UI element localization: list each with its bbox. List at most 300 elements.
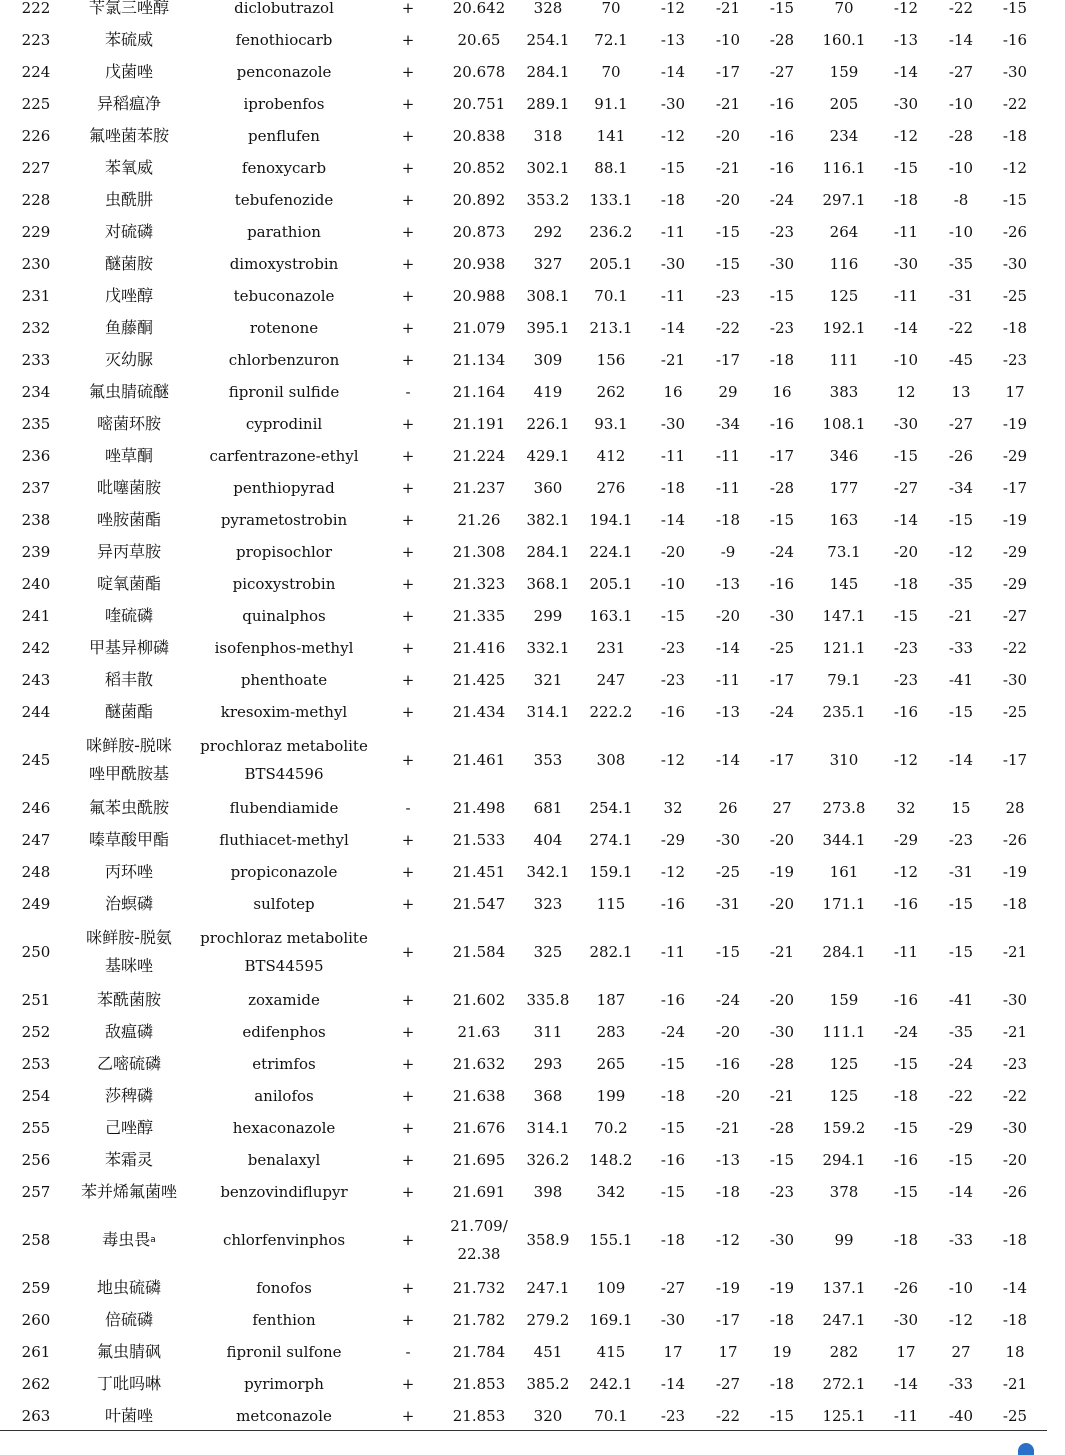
cell-rt [439,24,519,56]
cell-text: + [401,1119,415,1137]
cell-text: -13 [893,31,919,49]
cell-text: 223 [21,31,51,49]
cell-text: 289.1 [526,95,570,113]
cell-v3 [936,1016,986,1048]
cell-prec [518,568,578,600]
cell-en [199,856,369,888]
cell-q2 [814,1400,874,1432]
cell-v3 [936,88,986,120]
cell-text: -23 [660,671,686,689]
cell-q2 [814,1016,874,1048]
cell-text: -17 [715,63,741,81]
cell-no [6,280,66,312]
cell-text: + [401,319,415,337]
cell-text: -16 [769,95,795,113]
cell-text: -25 [769,639,795,657]
cell-cn [59,1368,199,1400]
cell-q2 [814,824,874,856]
cell-q1 [581,984,641,1016]
cell-text: -15 [893,607,919,625]
cell-cn [59,664,199,696]
cell-text: -26 [1002,831,1028,849]
cell-text: -30 [715,831,741,849]
cell-text: 111.1 [822,1023,866,1041]
cell-text: -34 [715,415,741,433]
cell-text: -19 [769,863,795,881]
cell-text: 243 [21,671,51,689]
cell-text: 236.2 [589,223,633,241]
cell-q1 [581,56,641,88]
cell-rt [439,440,519,472]
cell-v4 [990,88,1040,120]
cell-text: -16 [893,703,919,721]
cell-text: -17 [1002,479,1028,497]
cell-text: pyrametostrobin [220,511,348,529]
cell-text: + [401,639,415,657]
cell-text: 321 [533,671,563,689]
cell-text: -33 [948,1231,974,1249]
cell-text: + [401,895,415,913]
cell-rt [439,824,519,856]
cell-prec [518,0,578,24]
cell-text: -14 [1002,1279,1028,1297]
cell-text: -18 [660,191,686,209]
table-bottom-rule [0,1430,1047,1431]
cell-text: -20 [715,607,741,625]
cell-no [6,376,66,408]
cell-text: -41 [948,671,974,689]
cell-ce2 [881,24,931,56]
cell-text: 16 [663,383,683,401]
table-row [0,216,1065,248]
cell-text: -25 [1002,703,1028,721]
cell-text: 294.1 [822,1151,866,1169]
cell-mode [388,440,428,472]
cell-v1 [703,376,753,408]
cell-no [6,1368,66,1400]
cell-v2 [757,1048,807,1080]
cell-text: 20.65 [457,31,501,49]
cell-v1 [703,56,753,88]
cell-text: -29 [1002,447,1028,465]
cell-v3 [936,728,986,792]
cell-text: + [401,159,415,177]
cell-text: 234 [21,383,51,401]
cell-v4 [990,216,1040,248]
cell-text: 383 [829,383,859,401]
cell-no [6,1048,66,1080]
cell-text: -17 [769,671,795,689]
cell-text: -30 [769,607,795,625]
cell-text: 21.461 [452,751,506,769]
cell-v4 [990,1176,1040,1208]
cell-ce2 [881,1048,931,1080]
cell-prec [518,792,578,824]
cell-v4 [990,536,1040,568]
cell-text: -29 [1002,543,1028,561]
cell-prec [518,1304,578,1336]
cell-mode [388,344,428,376]
cell-text: -15 [769,511,795,529]
cell-mode [388,184,428,216]
cell-mode [388,1368,428,1400]
cell-prec [518,1048,578,1080]
cell-text: 237 [21,479,51,497]
cell-text: 171.1 [822,895,866,913]
cell-text: -25 [1002,1407,1028,1425]
cell-ce2 [881,696,931,728]
cell-no [6,1176,66,1208]
cell-q2 [814,376,874,408]
cell-text: 20.938 [452,255,506,273]
cell-text: + [401,1407,415,1425]
cell-v1 [703,408,753,440]
cell-no [6,120,66,152]
cell-v3 [936,792,986,824]
cell-mode [388,824,428,856]
cell-text: 160.1 [822,31,866,49]
cell-text: 21.26 [457,511,501,529]
cell-text: 194.1 [589,511,633,529]
cell-v3 [936,1112,986,1144]
cell-no [6,1272,66,1304]
cell-text: -10 [948,223,974,241]
cell-mode [388,472,428,504]
cell-v2 [757,696,807,728]
cell-text: -30 [1002,63,1028,81]
cell-ce1 [648,280,698,312]
cell-text: -14 [893,1375,919,1393]
cell-mode [388,1176,428,1208]
cell-text: tebufenozide [234,191,334,209]
cell-q1 [581,1016,641,1048]
cell-text: -20 [1002,1151,1028,1169]
cell-v2 [757,408,807,440]
cell-mode [388,696,428,728]
cell-text: 70 [834,0,854,17]
cell-v2 [757,568,807,600]
cell-text: -22 [715,319,741,337]
cell-text: 毒虫畏 [102,1230,151,1249]
cell-text: -16 [769,127,795,145]
cell-text: 145 [829,575,859,593]
cell-text: 156 [596,351,626,369]
cell-text: 325 [533,943,563,961]
cell-text: penthiopyrad [233,479,335,497]
cell-v2 [757,504,807,536]
cell-no [6,0,66,24]
cell-prec [518,376,578,408]
cell-text: -14 [893,511,919,529]
table-row [0,984,1065,1016]
cell-text: 159.1 [589,863,633,881]
cell-q2 [814,0,874,24]
cell-q1 [581,1112,641,1144]
cell-v3 [936,184,986,216]
cell-text: -27 [948,63,974,81]
cell-prec [518,1176,578,1208]
cell-text: 368.1 [526,575,570,593]
cell-line-2: 唑甲酰胺基 [88,764,169,783]
cell-text: -30 [769,255,795,273]
cell-text: -15 [660,1183,686,1201]
cell-q1 [581,24,641,56]
cell-v2 [757,280,807,312]
cell-cn [59,408,199,440]
cell-text: 88.1 [594,159,628,177]
cell-cn [59,56,199,88]
cell-text: 21.237 [452,479,506,497]
cell-cn [59,600,199,632]
cell-text: -15 [769,287,795,305]
cell-text: + [401,191,415,209]
cell-ce1 [648,984,698,1016]
cell-text: -18 [893,191,919,209]
cell-prec [518,1016,578,1048]
table-row [0,920,1065,984]
cell-q2 [814,408,874,440]
cell-text: -21 [769,943,795,961]
cell-text: 309 [533,351,563,369]
cell-text: -15 [660,607,686,625]
cell-q1 [581,728,641,792]
cell-text: + [401,63,415,81]
cell-text: -12 [893,751,919,769]
cell-no [6,24,66,56]
cell-text: 229 [21,223,51,241]
cell-cn [59,984,199,1016]
cell-text: -12 [660,0,686,17]
cell-text: -21 [715,95,741,113]
cell-text: 喹硫磷 [104,606,153,625]
cell-text: 70 [601,63,621,81]
cell-v4 [990,1016,1040,1048]
cell-no [6,440,66,472]
cell-rt [439,1144,519,1176]
cell-prec [518,1080,578,1112]
cell-v1 [703,312,753,344]
cell-mode [388,1144,428,1176]
cell-mode [388,1304,428,1336]
cell-v4 [990,792,1040,824]
cell-text: 叶菌唑 [104,1406,153,1425]
cell-rt [439,88,519,120]
cell-q2 [814,632,874,664]
cell-text: 17 [896,1343,916,1361]
cell-text: 99 [834,1231,854,1249]
cell-text: 254.1 [589,799,633,817]
cell-text: zoxamide [248,991,320,1009]
cell-text: 20.751 [452,95,506,113]
cell-v4 [990,568,1040,600]
cell-en [199,664,369,696]
cell-v4 [990,0,1040,24]
cell-mode [388,1208,428,1272]
cell-text: 125 [829,1087,859,1105]
cell-v3 [936,920,986,984]
cell-text: 328 [533,0,563,17]
cell-v3 [936,536,986,568]
cell-text: -18 [715,511,741,529]
cell-ce1 [648,1144,698,1176]
cell-no [6,1304,66,1336]
cell-text: hexaconazole [232,1119,336,1137]
cell-text: -20 [769,991,795,1009]
cell-prec [518,1208,578,1272]
cell-text: -29 [660,831,686,849]
cell-text: 346 [829,447,859,465]
cell-text: cyprodinil [245,415,323,433]
cell-ce2 [881,440,931,472]
cell-v1 [703,1336,753,1368]
cell-text: 32 [896,799,916,817]
cell-ce1 [648,1080,698,1112]
cell-ce2 [881,152,931,184]
cell-mode [388,504,428,536]
cell-no [6,1016,66,1048]
cell-v2 [757,632,807,664]
cell-text: -24 [769,703,795,721]
cell-text: 对硫磷 [104,222,153,241]
cell-prec [518,152,578,184]
cell-text: -23 [769,223,795,241]
table-row [0,184,1065,216]
cell-text: -20 [660,543,686,561]
cell-text: 177 [829,479,859,497]
cell-ce1 [648,728,698,792]
table-row [0,152,1065,184]
cell-text: + [401,1279,415,1297]
cell-v2 [757,440,807,472]
cell-no [6,568,66,600]
table-row [0,280,1065,312]
cell-prec [518,504,578,536]
cell-text: 115 [596,895,626,913]
cell-text: 310 [829,751,859,769]
cell-text: -31 [948,863,974,881]
cell-v1 [703,1368,753,1400]
cell-q1 [581,152,641,184]
cell-v2 [757,1144,807,1176]
cell-text: + [401,351,415,369]
cell-ce2 [881,1112,931,1144]
cell-v4 [990,696,1040,728]
cell-text: + [401,943,415,961]
cell-mode [388,248,428,280]
cell-q1 [581,856,641,888]
cell-text: -20 [893,543,919,561]
cell-v2 [757,1304,807,1336]
cell-mode [388,56,428,88]
cell-ce2 [881,888,931,920]
cell-text: etrimfos [252,1055,316,1073]
cell-text: -17 [715,351,741,369]
cell-text: 133.1 [589,191,633,209]
table-row [0,1336,1065,1368]
cell-v3 [936,376,986,408]
cell-en [199,536,369,568]
cell-v4 [990,24,1040,56]
cell-no [6,88,66,120]
cell-text: -27 [1002,607,1028,625]
cell-text: -22 [948,1087,974,1105]
cell-cn [59,312,199,344]
cell-mode [388,632,428,664]
cell-text: -15 [715,255,741,273]
cell-v4 [990,184,1040,216]
cell-ce1 [648,536,698,568]
cell-v2 [757,728,807,792]
cell-text: 248 [21,863,51,881]
cell-text: 272.1 [822,1375,866,1393]
cell-prec [518,888,578,920]
cell-text: 嗪草酸甲酯 [88,830,169,849]
cell-text: 21.434 [452,703,506,721]
cell-text: 314.1 [526,1119,570,1137]
cell-v1 [703,1304,753,1336]
cell-en [199,504,369,536]
cell-text: diclobutrazol [234,0,334,17]
cell-text: 93.1 [594,415,628,433]
cell-text: -15 [1002,191,1028,209]
cell-text: 21.425 [452,671,506,689]
cell-v4 [990,856,1040,888]
cell-text: -35 [948,255,974,273]
cell-v2 [757,1176,807,1208]
cell-q2 [814,1048,874,1080]
cell-ce2 [881,184,931,216]
cell-text: 311 [533,1023,563,1041]
cell-mode [388,1080,428,1112]
cell-text: 啶氧菌酯 [96,574,161,593]
table-row [0,312,1065,344]
cell-text: -19 [1002,415,1028,433]
cell-text: 282 [829,1343,859,1361]
cell-text: 20.852 [452,159,506,177]
cell-v2 [757,376,807,408]
cell-cn [59,888,199,920]
cell-no [6,728,66,792]
cell-mode [388,88,428,120]
cell-rt [439,1368,519,1400]
cell-text: + [401,671,415,689]
cell-text: 159.2 [822,1119,866,1137]
cell-ce2 [881,664,931,696]
cell-cn [59,504,199,536]
cell-ce1 [648,152,698,184]
cell-ce2 [881,56,931,88]
cell-text: -22 [1002,95,1028,113]
cell-text: 169.1 [589,1311,633,1329]
cell-text: 235.1 [822,703,866,721]
cell-line-2: 基咪唑 [104,956,153,975]
cell-text: 395.1 [526,319,570,337]
cell-text: -20 [769,831,795,849]
cell-q2 [814,56,874,88]
cell-prec [518,248,578,280]
cell-text: -22 [715,1407,741,1425]
cell-q1 [581,824,641,856]
cell-v2 [757,824,807,856]
cell-v4 [990,312,1040,344]
cell-text: 70 [601,0,621,17]
cell-cn [59,440,199,472]
cell-text: 137.1 [822,1279,866,1297]
cell-text: 342.1 [526,863,570,881]
cell-v4 [990,920,1040,984]
cell-text: -15 [715,223,741,241]
cell-text: -23 [948,831,974,849]
